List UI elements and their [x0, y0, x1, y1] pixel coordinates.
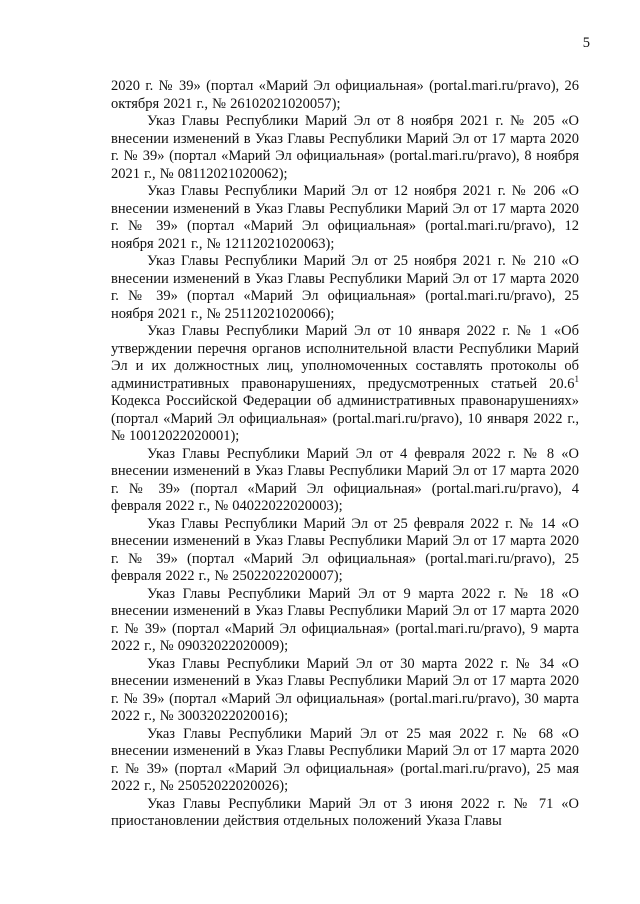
list-item: 2020 г. № 39» (портал «Марий Эл официальная» (portal.mari.ru/pravo), 26 октября 2021 г., № 26102021020057); [111, 78, 579, 112]
list-item: Указ Главы Республики Марий Эл от 3 июня 2022 г. № 71 «О приостановлении действия отдельных положений Указа Главы [111, 795, 579, 829]
list-item [111, 323, 579, 446]
list-item: Указ Главы Республики Марий Эл от 8 ноября 2021 г. № 205 «О внесении изменений в Указ Главы Республики Марий Эл от 17 марта 2020 г. № 39» (портал «Марий Эл официальная» (portal.mari.ru/pravo), 8 ноября 2021 г., № 08112021020062); [111, 113, 579, 182]
document-body [111, 78, 579, 831]
list-item: Указ Главы Республики Марий Эл от 12 ноября 2021 г. № 206 «О внесении изменений в Указ Главы Республики Марий Эл от 17 марта 2020 г. № 39» (портал «Марий Эл официальная» (portal.mari.ru/pravo), 12 ноября 2021 г., № 12112021020063); [111, 183, 579, 252]
superscript: 1 [574, 373, 579, 384]
list-item: Указ Главы Республики Марий Эл от 25 ноября 2021 г. № 210 «О внесении изменений в Указ Главы Республики Марий Эл от 17 марта 2020 г. № 39» (портал «Марий Эл официальная» (portal.mari.ru/pravo), 25 ноября 2021 г., № 25112021020066); [111, 253, 579, 322]
entry-text-after: Кодекса Российской Федерации об административных правонарушениях» (портал «Марий Эл официальная» (portal.mari.ru/pravo), 10 января 2022 г., № 10012022020001); [111, 393, 579, 444]
list-item: Указ Главы Республики Марий Эл от 25 февраля 2022 г. № 14 «О внесении изменений в Указ Главы Республики Марий Эл от 17 марта 2020 г. № 39» (портал «Марий Эл официальная» (portal.mari.ru/pravo), 25 февраля 2022 г., № 25022022020007); [111, 515, 579, 584]
page-number: 5 [582, 35, 590, 51]
list-item: Указ Главы Республики Марий Эл от 30 марта 2022 г. № 34 «О внесении изменений в Указ Главы Республики Марий Эл от 17 марта 2020 г. № 39» (портал «Марий Эл официальная» (portal.mari.ru/pravo), 30 марта 2022 г., № 30032022020016); [111, 655, 579, 724]
list-item: Указ Главы Республики Марий Эл от 4 февраля 2022 г. № 8 «О внесении изменений в Указ Главы Республики Марий Эл от 17 марта 2020 г. № 39» (портал «Марий Эл официальная» (portal.mari.ru/pravo), 4 февраля 2022 г., № 04022022020003); [111, 445, 579, 514]
list-item: Указ Главы Республики Марий Эл от 25 мая 2022 г. № 68 «О внесении изменений в Указ Главы Республики Марий Эл от 17 марта 2020 г. № 39» (портал «Марий Эл официальная» (portal.mari.ru/pravo), 25 мая 2022 г., № 25052022020026); [111, 725, 579, 794]
list-item: Указ Главы Республики Марий Эл от 9 марта 2022 г. № 18 «О внесении изменений в Указ Главы Республики Марий Эл от 17 марта 2020 г. № 39» (портал «Марий Эл официальная» (portal.mari.ru/pravo), 9 марта 2022 г., № 09032022020009); [111, 585, 579, 654]
entry-text-before: Указ Главы Республики Марий Эл от 10 января 2022 г. № 1 «Об утверждении перечня органов исполнительной власти Республики Марий Эл и их должностных лиц, уполномоченных составлять протоколы об административных правонарушениях, предусмотренных статьей 20.6 [111, 323, 579, 392]
